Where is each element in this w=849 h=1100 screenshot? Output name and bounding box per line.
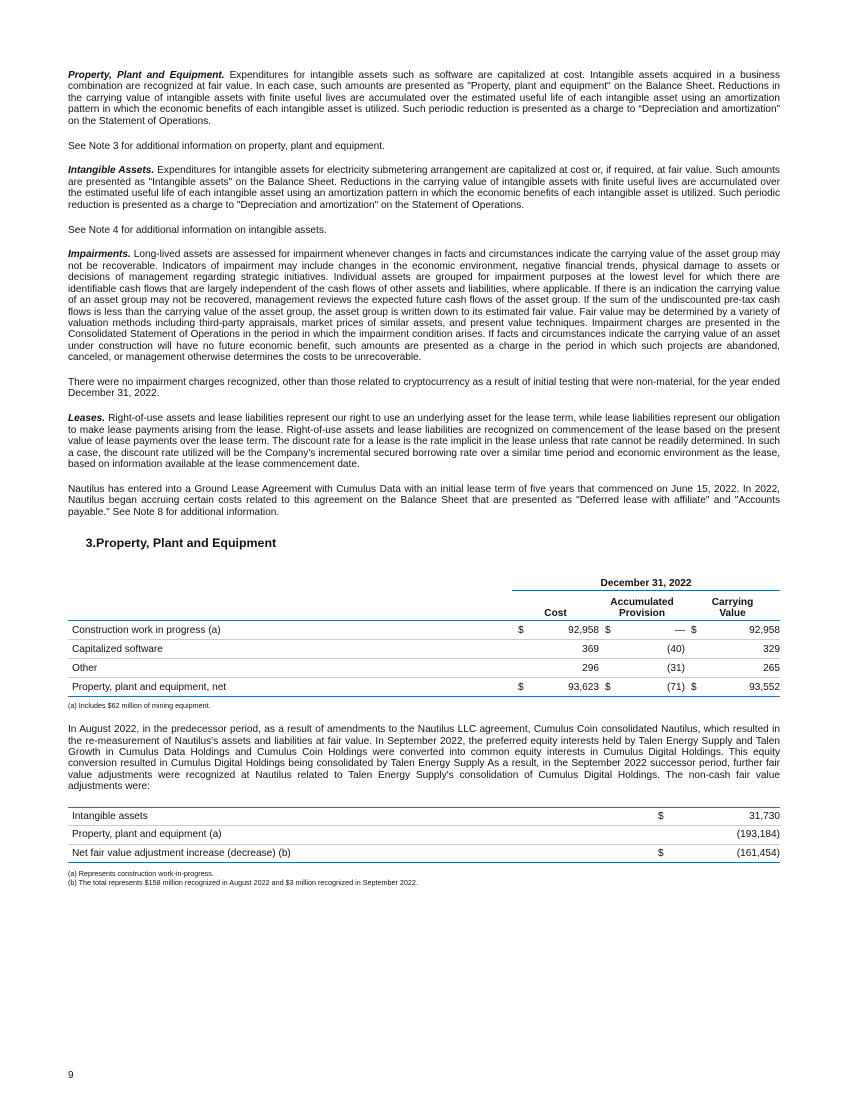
page-number: 9 [68,1070,74,1081]
table-row: Construction work in progress (a) $ 92,958 $ — $ 92,958 [68,621,780,640]
section-number: 3. [85,536,96,551]
fair-value-footnote-a: (a) Represents construction work-in-progress. [68,869,214,879]
note3-reference: See Note 3 for additional information on property, plant and equipment. [68,140,385,152]
ppe-footnote: (a) Includes $62 million of mining equipment. [68,701,211,711]
note4-reference: See Note 4 for additional information on intangible assets. [68,224,327,236]
impairments-policy-heading: Impairments. [68,249,131,261]
ppe-col-carrying-value: Carrying Value [685,591,780,621]
ppe-table [68,576,780,697]
ground-lease-paragraph: Nautilus has entered into a Ground Lease Agreement with Cumulus Data with an initial lease term of five years that commenced on June 15, 2022. In 2022, Nautilus began accruing certain costs related to this agreement on the Balance Sheet that are presented as "Deferred lease with affiliate" and "Accounts payable." See Note 8 for additional information. [68,483,780,518]
table-row: Other 296 (31) 265 [68,659,780,678]
fair-value-total-row: Net fair value adjustment increase (decrease) (b) $ (161,454) [68,844,780,863]
no-impairment-paragraph: There were no impairment charges recognized, other than those related to cryptocurrency as a result of initial testing that were non-material, for the year ended December 31, 2022. [68,377,780,400]
ppe-total-row: Property, plant and equipment, net $ 93,623 $ (71) $ 93,552 [68,678,780,697]
document-page [68,70,780,887]
ppe-col-accumulated-provision: Accumulated Provision [599,591,685,621]
ppe-policy-heading: Property, Plant and Equipment. [68,70,225,81]
impairments-policy-text: Long-lived assets are assessed for impairment whenever changes in facts and circumstances indicate the carrying value of the asset group may not be recoverable. Indicators of impairment may include changes in the economic environment, negative financial trends, physical damage to assets or decisions of management regarding strategic initiatives. Individual assets are grouped for impairment purposes at the lowest level for which there are identifiable cash flows that are largely independent of the cash flows of other assets and liabilities, where applicable. If there is an indication the carrying value of an asset group may not be recovered, management reviews the expected future cash flows of the asset group. If the sum of the undiscounted pre-tax cash flows is less than the carrying value of the asset group, the asset group is written down to its estimated fair value. Fair value may be determined by a variety of valuation methods including third-party appraisals, market prices of similar assets, and present value techniques. Impairment charges are presented in the Consolidated Statement of Operations in the period in which the impairment condition arises. If facts and circumstances indicate the carrying value of an asset under construction will have no future economic benefit, such amounts are presented as a charge in the period in which such projects are abandoned, canceled, or management otherwise determines the costs to be unrecoverable. [68,249,780,364]
ppe-col-cost: Cost [512,591,599,621]
intangibles-policy-heading: Intangible Assets. [68,165,155,177]
table-row: Intangible assets $ 31,730 [68,807,780,826]
fair-value-footnote-b: (b) The total represents $158 million recognized in August 2022 and $3 million recognized in September 2022. [68,878,418,888]
ppe-policy-text: Expenditures for intangible assets such as software are capitalized at cost. Intangible assets acquired in a business combination are recognized at fair value. In each case, such amounts are presented as "Property, plant and equipment" on the Balance Sheet. Reductions in the carrying value of intangible assets with finite useful lives are accumulated over the estimated useful life of each intangible asset using an amortization pattern in which the economic benefits of each intangible asset is utilized. Such periodic reduction is presented as a charge to “Depreciation and amortization” on the Statement of Operations. [68,70,780,127]
fair-value-paragraph: In August 2022, in the predecessor period, as a result of amendments to the Nautilus LLC agreement, Cumulus Coin consolidated Nautilus, which resulted in the re-measurement of Nautilus's assets and liabilities at fair value. In September 2022, the preferred equity interests held by Talen Energy Supply and Talen Growth in Cumulus Data Holdings and Cumulus Coin Holdings were converted into common equity interests in Cumulus Digital Holdings. This equity conversion resulted in Cumulus Digital Holdings being consolidated by Talen Energy Supply As a result, in the September 2022 successor period, further fair value adjustments were recognized at Nautilus related to Talen Energy Supply's consolidation of Cumulus Digital Holdings. The non-cash fair value adjustments were: [68,724,780,793]
section-heading [68,536,780,550]
section-title: Property, Plant and Equipment [96,536,277,551]
ppe-policy-paragraph [68,70,780,127]
table-row: Property, plant and equipment (a) (193,184) [68,826,780,845]
leases-policy-text: Right-of-use assets and lease liabilities represent our right to use an underlying asset for the lease term, while lease liabilities represent our obligation to make lease payments arising from the lease. Right-of-use assets and lease liabilities are recognized on commencement of the lease based on the present value of lease payments over the lease term. The discount rate for a lease is the rate implicit in the lease unless that rate cannot be readily determined. In such a case, the discount rate utilized will be the Company's incremental secured borrowing rate over a similar time period and economic environment as the lease, based on information available at the lease commencement date. [68,413,780,470]
impairments-policy-paragraph [68,249,780,363]
ppe-period-header: December 31, 2022 [512,576,780,591]
intangibles-policy-paragraph [68,165,780,211]
fair-value-table [68,807,780,864]
leases-policy-paragraph [68,413,780,470]
leases-policy-heading: Leases. [68,413,106,425]
intangibles-policy-text: Expenditures for intangible assets for electricity submetering arrangement are capitalized at cost or, if required, at fair value. Such amounts are presented as "Intangible assets" on the Balance Sheet. Reductions in the carrying value of intangible assets with finite useful lives are accumulated over the estimated useful life of each intangible asset using an amortization pattern in which the economic benefits of each intangible asset is utilized. Such periodic reduction is presented as a charge to "Depreciation and amortization" on the Statement of Operations. [68,165,780,211]
table-row: Capitalized software 369 (40) 329 [68,640,780,659]
